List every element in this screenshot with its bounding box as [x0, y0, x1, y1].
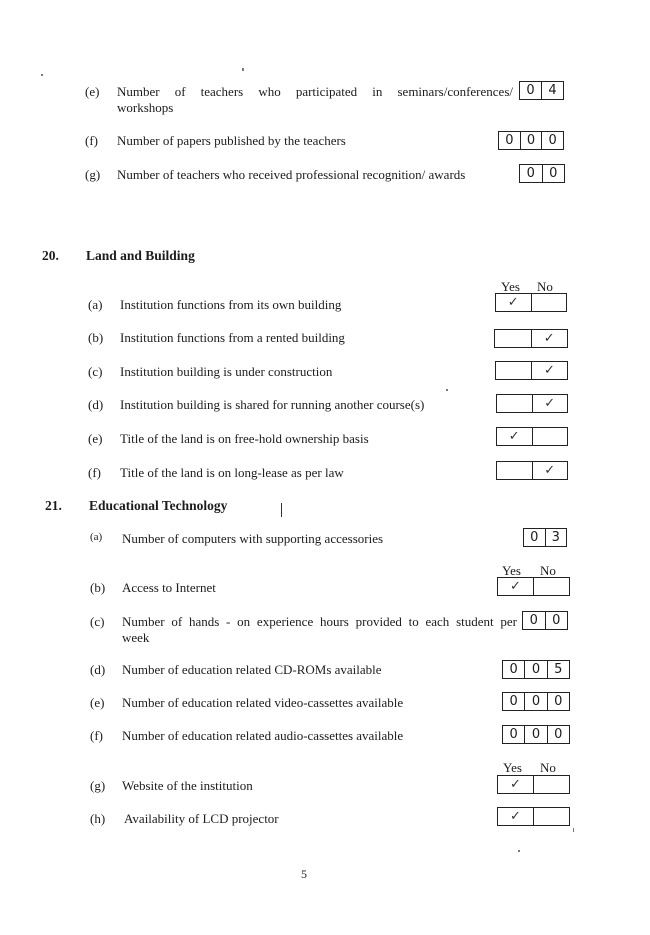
item-20f-marker: (f) — [88, 465, 101, 480]
recognition-awards-count-box[interactable] — [519, 164, 565, 183]
tick-mark: ✓ — [543, 331, 555, 346]
item-19g-marker: (g) — [85, 167, 101, 182]
tick-mark: ✓ — [544, 396, 556, 411]
item-21h-text: Availability of LCD projector — [124, 811, 279, 826]
hands-on-hours-box[interactable] — [522, 611, 568, 630]
tick-mark: ✓ — [510, 777, 521, 792]
no-cell[interactable] — [532, 330, 568, 347]
digit-cell: 0 — [549, 166, 558, 181]
section-20-number: 20. — [42, 248, 59, 263]
item-21a-marker: (a) — [90, 531, 103, 543]
yes-column-label: Yes — [502, 563, 521, 578]
free-hold-yes-no-box[interactable] — [496, 427, 568, 446]
item-21h-marker: (h) — [90, 811, 106, 826]
item-20e-text: Title of the land is on free-hold ownership basis — [120, 431, 369, 446]
no-cell[interactable] — [534, 776, 569, 793]
yes-column-label: Yes — [501, 279, 520, 294]
digit-cell: 4 — [548, 83, 557, 98]
teachers-seminars-count-box[interactable] — [519, 81, 564, 100]
no-cell[interactable] — [534, 578, 569, 595]
website-yes-no-box[interactable] — [497, 775, 570, 794]
no-cell[interactable] — [533, 395, 568, 412]
no-cell[interactable] — [533, 428, 568, 445]
audio-cassettes-count-box[interactable] — [502, 725, 570, 744]
item-21b-text: Access to Internet — [122, 580, 216, 595]
item-20c-text: Institution building is under construction — [120, 364, 333, 379]
yes-cell[interactable] — [498, 578, 534, 595]
scan-speck — [573, 828, 574, 832]
digit-cell: 0 — [525, 693, 547, 710]
item-21d-text: Number of education related CD-ROMs available — [122, 662, 382, 677]
rented-building-yes-no-box[interactable] — [494, 329, 568, 348]
item-19e-text-line2: workshops — [117, 100, 174, 115]
digit-cell: 0 — [525, 661, 547, 678]
no-cell[interactable] — [532, 362, 567, 379]
pen-stray-mark — [281, 503, 282, 517]
digit-cell: 0 — [520, 165, 543, 182]
item-20c-marker: (c) — [88, 364, 103, 379]
own-building-yes-no-box[interactable] — [495, 293, 567, 312]
digit-cell: 0 — [523, 612, 546, 629]
tick-mark: ✓ — [544, 463, 556, 478]
item-20f-text: Title of the land is on long-lease as per law — [120, 465, 344, 480]
tick-mark: ✓ — [544, 363, 555, 378]
shared-building-yes-no-box[interactable] — [496, 394, 568, 413]
computers-count-box[interactable] — [523, 528, 567, 547]
scan-speck — [446, 389, 448, 391]
yes-cell[interactable] — [496, 362, 532, 379]
yes-column-label: Yes — [503, 760, 522, 775]
yes-cell[interactable] — [498, 808, 534, 825]
digit-cell: 0 — [520, 82, 542, 99]
no-column-label: No — [537, 279, 553, 294]
digit-cell: 0 — [554, 694, 563, 709]
item-21f-text: Number of education related audio-cassettes available — [122, 728, 404, 743]
item-20a-marker: (a) — [88, 297, 103, 312]
digit-cell: 0 — [521, 132, 543, 149]
yes-cell[interactable] — [496, 294, 532, 311]
item-20e-marker: (e) — [88, 431, 103, 446]
item-21b-marker: (b) — [90, 580, 106, 595]
tick-mark: ✓ — [510, 809, 521, 824]
digit-cell: 0 — [499, 132, 521, 149]
digit-cell: 0 — [503, 726, 525, 743]
item-21c-text: Number of hands - on experience hours provided to each student per — [122, 614, 517, 629]
item-19f-marker: (f) — [85, 133, 98, 148]
cd-roms-count-box[interactable] — [502, 660, 570, 679]
yes-cell[interactable] — [497, 462, 533, 479]
item-21f-marker: (f) — [90, 728, 103, 743]
item-21c-marker: (c) — [90, 614, 105, 629]
section-21-title: Educational Technology — [89, 498, 228, 513]
item-21e-marker: (e) — [90, 695, 105, 710]
yes-cell[interactable] — [497, 395, 533, 412]
item-21e-text: Number of education related video-cassettes available — [122, 695, 404, 710]
digit-cell: 3 — [551, 530, 560, 545]
internet-access-yes-no-box[interactable] — [497, 577, 570, 596]
lcd-projector-yes-no-box[interactable] — [497, 807, 570, 826]
yes-cell[interactable] — [497, 428, 533, 445]
no-cell[interactable] — [532, 294, 567, 311]
item-19e-text: Number of teachers who participated in seminars/conferences/ — [117, 84, 513, 99]
section-21-number: 21. — [45, 498, 62, 513]
digit-cell: 0 — [503, 693, 525, 710]
digit-cell: 0 — [503, 661, 525, 678]
item-21c-text-line2: week — [122, 630, 150, 645]
item-19g-text: Number of teachers who received professional recognition/ awards — [117, 167, 466, 182]
tick-mark: ✓ — [510, 579, 521, 594]
yes-cell[interactable] — [495, 330, 532, 347]
long-lease-yes-no-box[interactable] — [496, 461, 568, 480]
item-21a-text: Number of computers with supporting accessories — [122, 531, 384, 546]
page-number: 5 — [301, 867, 307, 881]
item-19e-marker: (e) — [85, 84, 100, 99]
digit-cell: 0 — [525, 726, 547, 743]
digit-cell: 0 — [524, 529, 546, 546]
tick-mark: ✓ — [508, 429, 520, 444]
papers-published-count-box[interactable] — [498, 131, 564, 150]
item-20b-text: Institution functions from a rented building — [120, 330, 345, 345]
item-20a-text: Institution functions from its own building — [120, 297, 342, 312]
item-21d-marker: (d) — [90, 662, 106, 677]
digit-cell: 0 — [552, 613, 561, 628]
item-19f-text: Number of papers published by the teachers — [117, 133, 346, 148]
section-20-title: Land and Building — [86, 248, 195, 263]
no-cell[interactable] — [534, 808, 569, 825]
item-20b-marker: (b) — [88, 330, 104, 345]
no-cell[interactable] — [533, 462, 568, 479]
digit-cell: 0 — [554, 727, 563, 742]
scan-speck — [41, 74, 43, 76]
no-column-label: No — [540, 760, 556, 775]
tick-mark: ✓ — [507, 295, 519, 310]
item-21g-marker: (g) — [90, 778, 106, 793]
item-20d-marker: (d) — [88, 397, 104, 412]
yes-cell[interactable] — [498, 776, 534, 793]
item-21g-text: Website of the institution — [122, 778, 253, 793]
scan-speck — [242, 68, 244, 71]
digit-cell: 0 — [548, 133, 557, 148]
no-column-label: No — [540, 563, 556, 578]
video-cassettes-count-box[interactable] — [502, 692, 570, 711]
item-20d-text: Institution building is shared for running another course(s) — [120, 397, 425, 412]
scan-speck — [518, 850, 520, 852]
under-construction-yes-no-box[interactable] — [495, 361, 568, 380]
digit-cell: 5 — [554, 662, 563, 677]
